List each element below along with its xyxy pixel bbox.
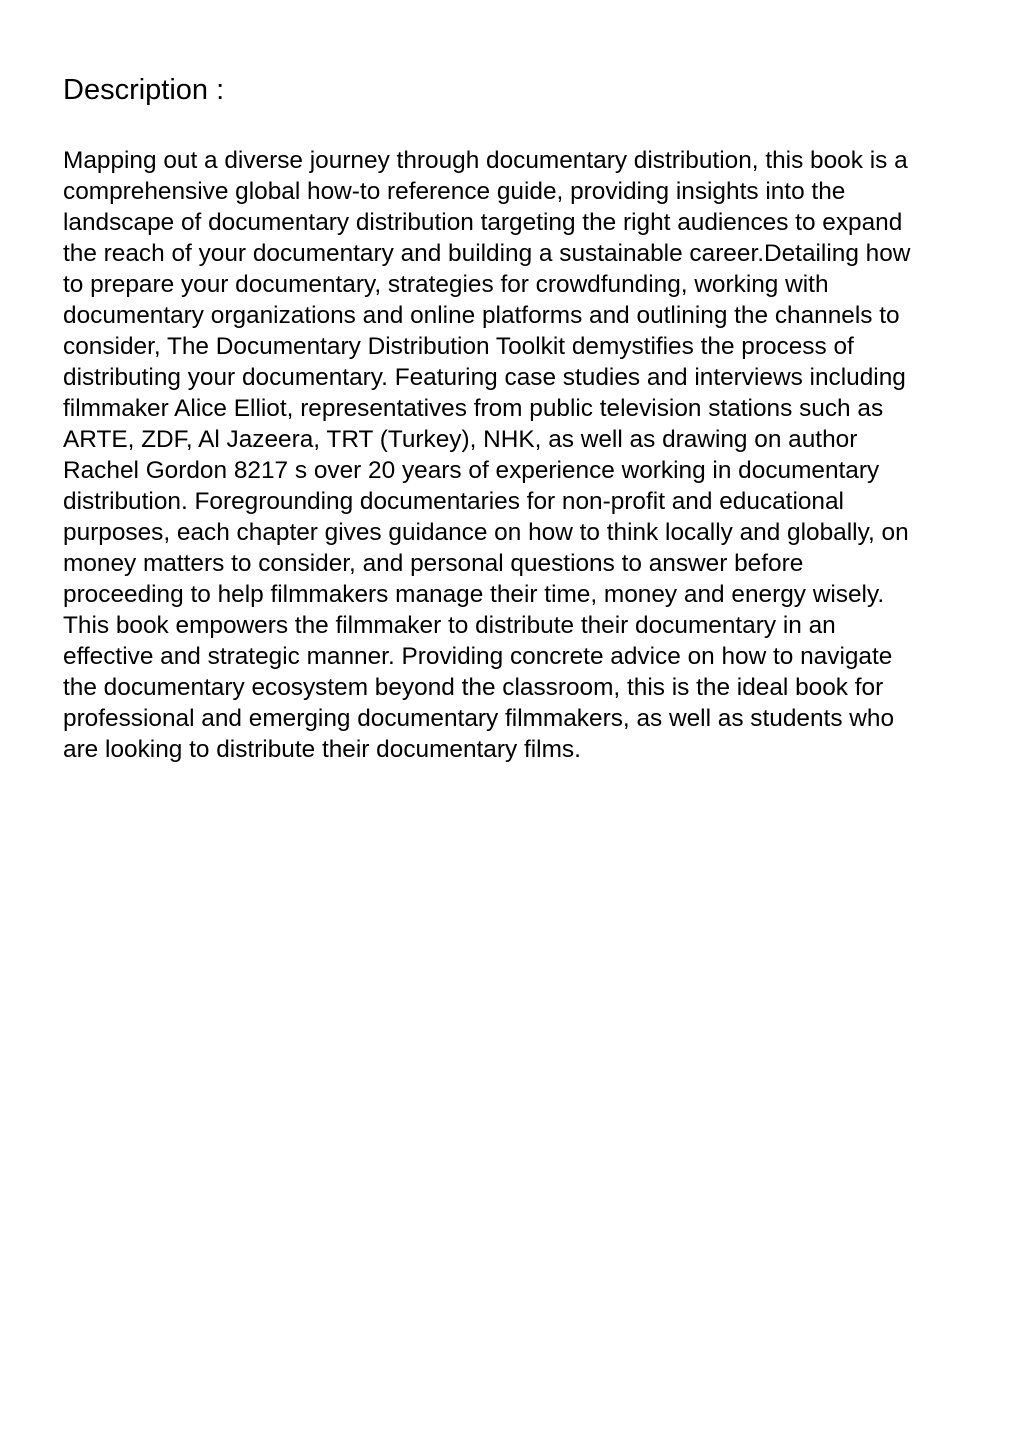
description-line: money matters to consider, and personal questions to answer before [63, 550, 804, 577]
description-line: to prepare your documentary, strategies for crowdfunding, working with [63, 271, 829, 298]
description-line: proceeding to help filmmakers manage their time, money and energy wisely. [63, 581, 885, 608]
description-line: purposes, each chapter gives guidance on how to think locally and globally, on [63, 519, 909, 546]
description-line: This book empowers the filmmaker to distribute their documentary in an [63, 612, 836, 639]
description-line: comprehensive global how-to reference guide, providing insights into the [63, 178, 846, 205]
description-line: the reach of your documentary and building a sustainable career.Detailing how [63, 240, 911, 267]
description-line: documentary organizations and online platforms and outlining the channels to [63, 302, 900, 329]
description-line: effective and strategic manner. Providing concrete advice on how to navigate [63, 643, 893, 670]
description-heading: Description : [63, 74, 225, 106]
description-line: consider, The Documentary Distribution Toolkit demystifies the process of [63, 333, 854, 360]
description-line: Rachel Gordon 8217 s over 20 years of experience working in documentary [63, 457, 880, 484]
description-line: the documentary ecosystem beyond the classroom, this is the ideal book for [63, 674, 884, 701]
description-body [63, 145, 983, 765]
description-line: distribution. Foregrounding documentaries for non-profit and educational [63, 488, 844, 515]
description-line: filmmaker Alice Elliot, representatives from public television stations such as [63, 395, 884, 422]
description-line: Mapping out a diverse journey through documentary distribution, this book is a [63, 147, 908, 174]
description-line: professional and emerging documentary filmmakers, as well as students who [63, 705, 895, 732]
description-line: distributing your documentary. Featuring case studies and interviews including [63, 364, 906, 391]
description-line: ARTE, ZDF, Al Jazeera, TRT (Turkey), NHK, as well as drawing on author [63, 426, 858, 453]
description-line: landscape of documentary distribution targeting the right audiences to expand [63, 209, 903, 236]
description-line: are looking to distribute their documentary films. [63, 736, 581, 763]
